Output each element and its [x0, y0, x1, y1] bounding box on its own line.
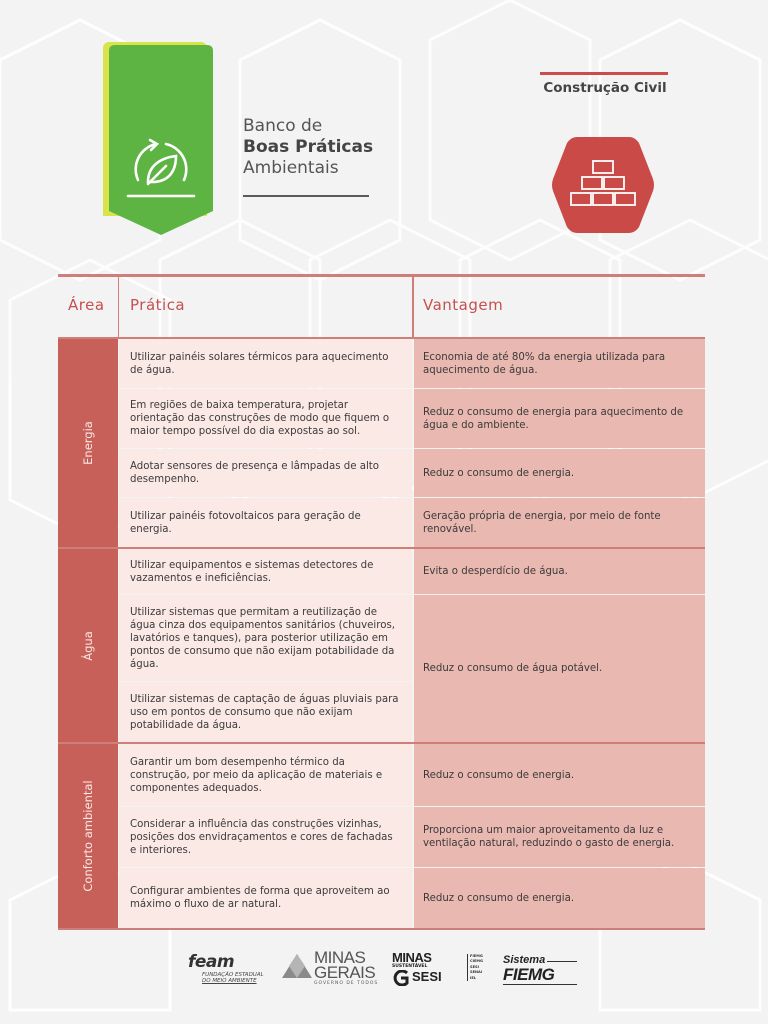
fiemg-rule: [547, 961, 577, 962]
fiemg-wordmark: FIEMG: [503, 965, 555, 984]
table-row-pratica: Garantir um bom desempenho térmico da construção, por meio da aplicação de materiais e componentes adequados.: [119, 744, 412, 806]
title-line-1: Banco de: [243, 116, 323, 136]
fiemg-entity: SENAI: [470, 970, 483, 975]
feam-logo: [188, 952, 264, 984]
group-separator: [58, 547, 705, 549]
fiemg-entity: IEL: [470, 975, 477, 980]
feam-wordmark: feam: [188, 952, 235, 972]
sesi-logo: [392, 952, 442, 983]
fiemg-logo: [467, 954, 582, 986]
sesi-bottom: SESI: [412, 969, 442, 984]
table-row-pratica: Utilizar painéis fotovoltaicos para geração de energia.: [119, 498, 412, 547]
fiemg-entities-list: [467, 954, 498, 981]
sesi-g-icon: [392, 970, 410, 986]
fiemg-entity: FIEMG: [470, 954, 483, 958]
area-cell-energia: [58, 339, 118, 547]
table-row-pratica: Considerar a influência das construções vizinhas, posições dos envidraçamentos e cores de fachadas e interiores.: [119, 807, 412, 867]
document-title: [243, 116, 383, 179]
table-row-pratica: Utilizar equipamentos e sistemas detectores de vazamentos e ineficiências.: [119, 549, 412, 594]
title-line-3: Ambientais: [243, 158, 339, 178]
table-row-vantagem: Economia de até 80% da energia utilizada para aquecimento de água.: [414, 339, 705, 388]
sesi-mid: SUSTENTÁVEL: [392, 964, 428, 969]
table-row-vantagem: Evita o desperdício de água.: [414, 549, 705, 594]
recycle-leaf-icon: [126, 138, 196, 200]
fiemg-system-label: Sistema: [503, 954, 546, 966]
category-label: Construção Civil: [543, 80, 667, 96]
table-row-pratica: Utilizar sistemas que permitam a reutilização de água cinza dos equipamentos sanitários (chuveiros, lavatórios e tanques), para posterior utilização em pontos de consumo que não exijam potabilidade da água.: [119, 595, 412, 681]
table-row-pratica: Utilizar sistemas de captação de águas pluviais para uso em pontos de consumo que não exijam potabilidade da água.: [119, 682, 412, 742]
fiemg-entity: CIEMG: [470, 959, 483, 964]
group-separator: [58, 742, 705, 744]
table-row-pratica: Utilizar painéis solares térmicos para aquecimento de água.: [119, 339, 412, 388]
table-row-vantagem: Geração própria de energia, por meio de fonte renovável.: [414, 498, 705, 547]
table-row-pratica: Adotar sensores de presença e lâmpadas de alto desempenho.: [119, 449, 412, 497]
area-cell-agua: [58, 549, 118, 742]
triangle-icon: [281, 952, 313, 980]
table-row-vantagem: Reduz o consumo de energia.: [414, 744, 705, 806]
table-row-vantagem: Reduz o consumo de água potável.: [414, 595, 705, 742]
bricks-icon: [551, 135, 655, 235]
sesi-top: MINAS: [392, 950, 432, 965]
mg-subtitle: GOVERNO DE TODOS: [314, 981, 379, 986]
table-top-rule: [58, 274, 705, 277]
feam-subtitle: DO MEIO AMBIENTE: [202, 978, 257, 984]
table-row-vantagem: Reduz o consumo de energia.: [414, 868, 705, 928]
fiemg-entity: SESI: [470, 964, 479, 969]
feam-subtitle: FUNDAÇÃO ESTADUAL: [202, 972, 264, 978]
header-divider: [412, 277, 414, 338]
table-row-vantagem: Reduz o consumo de energia para aquecimento de água e do ambiente.: [414, 389, 705, 448]
area-label: Conforto ambiental: [81, 780, 95, 892]
category-rule: [540, 72, 668, 75]
title-underline: [243, 195, 369, 197]
table-row-pratica: Em regiões de baixa temperatura, projetar orientação das construções de modo que fiquem o maior tempo possível do dia expostas ao sol.: [119, 389, 412, 448]
header-divider: [118, 277, 119, 338]
area-cell-conforto: [58, 744, 118, 928]
area-label: Água: [81, 630, 95, 661]
column-header-area: Área: [68, 296, 105, 314]
area-label: Energia: [81, 421, 95, 465]
table-row-vantagem: Proporciona um maior aproveitamento da luz e ventilação natural, reduzindo o gasto de energia.: [414, 807, 705, 867]
fiemg-rule: [503, 984, 577, 985]
column-header-pratica: Prática: [130, 296, 186, 314]
title-line-2: Boas Práticas: [243, 137, 374, 157]
column-header-vantagem: Vantagem: [423, 296, 504, 314]
table-bottom-rule: [58, 928, 705, 930]
minas-gerais-logo: [281, 948, 379, 990]
mg-line-2: GERAIS: [314, 963, 376, 982]
mg-line-1: MINAS: [314, 948, 366, 967]
minas-gerais-wordmark: [314, 950, 375, 980]
table-row-pratica: Configurar ambientes de forma que aproveitem ao máximo o fluxo de ar natural.: [119, 868, 412, 928]
table-row-vantagem: Reduz o consumo de energia.: [414, 449, 705, 497]
